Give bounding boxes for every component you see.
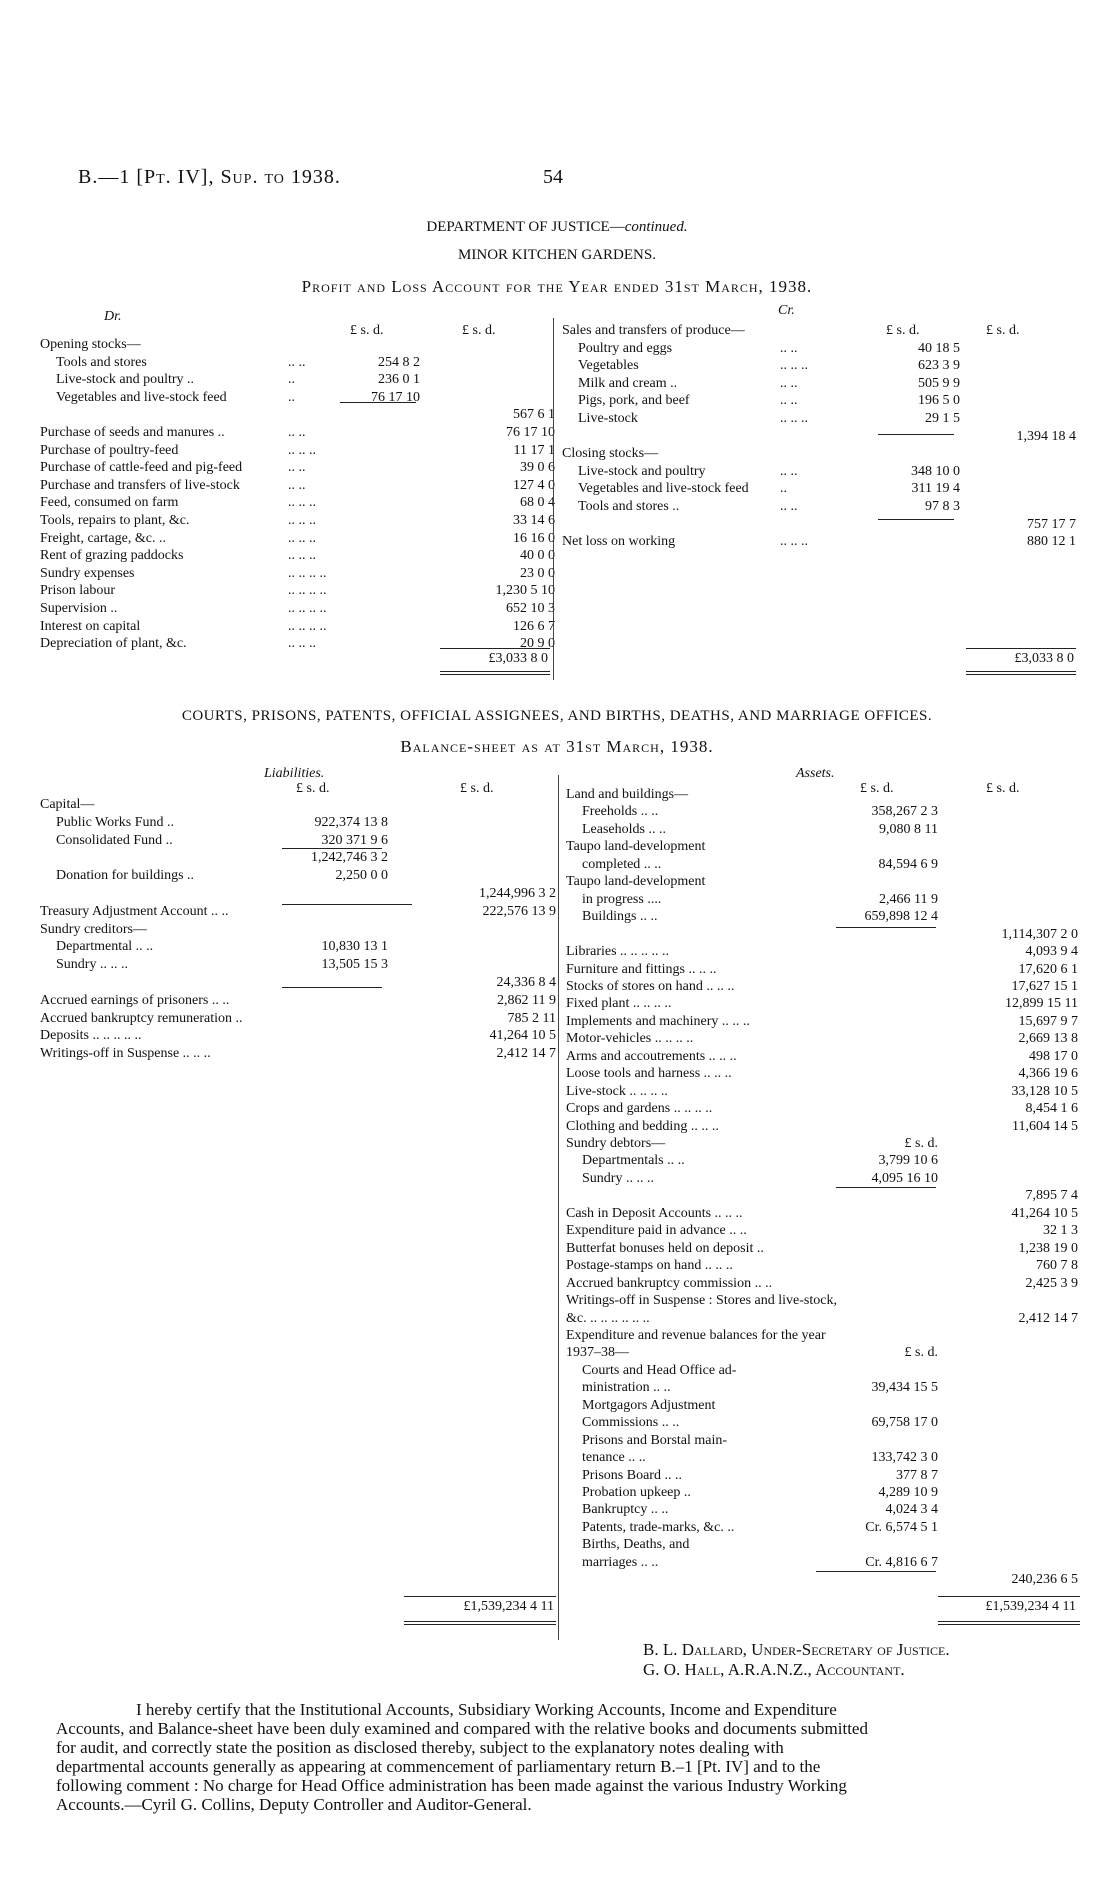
amount-sub: 4,024 3 4 (885, 1502, 938, 1518)
amount-total: 2,412 14 7 (496, 1046, 556, 1062)
certificate-line: I hereby certify that the Institutional Accounts, Subsidiary Working Accounts, Income and Expenditure (136, 1700, 837, 1719)
pl-debit-total: £3,033 8 0 (488, 651, 548, 666)
certificate-line: Accounts, and Balance-sheet have been duly examined and compared with the relative books and documents submitted (56, 1719, 868, 1738)
row-label: Motor-vehicles .. .. .. .. (566, 1031, 694, 1047)
pl-credit-total: £3,033 8 0 (1014, 651, 1074, 666)
amount-sub: 10,830 13 1 (321, 939, 388, 955)
row-label: Probation upkeep .. (582, 1485, 691, 1500)
row-label: Purchase of cattle-feed and pig-feed (40, 460, 243, 476)
leader-dots: .. .. (288, 477, 306, 493)
amount-sub: 254 8 2 (378, 354, 420, 370)
row-label: Mortgagors Adjustment (582, 1397, 716, 1413)
row-label: Commissions .. .. (582, 1415, 680, 1431)
pl-rule (878, 434, 954, 435)
row-label: Tools, repairs to plant, &c. (40, 513, 190, 528)
row-label: Live-stock and poultry (578, 463, 706, 479)
amount-sub: 377 8 7 (896, 1467, 938, 1483)
row-label: Postage-stamps on hand .. .. .. (566, 1258, 733, 1274)
bs-rule (404, 1596, 556, 1597)
amount-total: 76 17 10 (506, 425, 555, 440)
amount-total: 757 17 7 (1027, 516, 1076, 532)
amount-sub: 3,799 10 6 (878, 1153, 938, 1169)
bs-asset-col-head-a: £ s. d. (860, 781, 894, 796)
amount-total: 2,412 14 7 (1018, 1310, 1078, 1326)
row-label: Loose tools and harness .. .. .. (566, 1066, 732, 1082)
page-number: 54 (543, 166, 563, 188)
amount-sub: 29 1 5 (925, 411, 960, 426)
certificate-line: departmental accounts generally as appearing at commencement of parliamentary return B.–1 [Pt. IV] and to the (56, 1757, 821, 1776)
row-label: Accrued bankruptcy remuneration .. (40, 1010, 243, 1026)
amount-sub: 133,742 3 0 (871, 1450, 938, 1466)
row-label: Land and buildings— (566, 787, 689, 802)
amount-sub: Cr. 4,816 6 7 (865, 1554, 938, 1570)
amount-total: 17,620 6 1 (1018, 961, 1078, 977)
leader-dots: .. (780, 481, 787, 497)
amount-sub: 358,267 2 3 (871, 804, 938, 820)
audit-certificate (56, 1700, 1076, 1814)
amount-total: 127 4 0 (513, 477, 555, 493)
credit-label: Cr. (778, 303, 795, 318)
pl-right-col-head-b: £ s. d. (986, 323, 1020, 338)
amount-total: 15,697 9 7 (1018, 1013, 1078, 1029)
row-label: Buildings .. .. (582, 909, 658, 925)
row-label: Purchase of poultry-feed (40, 442, 179, 458)
amount-sub: 659,898 12 4 (864, 909, 938, 925)
amount-total: 2,669 13 8 (1018, 1031, 1078, 1047)
row-label: Vegetables and live-stock feed (56, 389, 227, 405)
row-label: Live-stock .. .. .. .. (566, 1083, 668, 1099)
pl-double-rule (440, 671, 550, 675)
pl-rule (340, 402, 416, 403)
row-label: Cash in Deposit Accounts .. .. .. (566, 1205, 743, 1221)
amount-total: 4,093 9 4 (1025, 944, 1078, 960)
amount-total: 8,454 1 6 (1025, 1101, 1078, 1117)
row-label: Furniture and fittings .. .. .. (566, 961, 717, 977)
bs-divider (558, 775, 559, 1640)
leader-dots: .. .. (288, 425, 306, 440)
amount-sub: 505 9 9 (918, 375, 960, 391)
pl-left-col-head-b: £ s. d. (462, 323, 496, 338)
certificate-line: for audit, and correctly state the position as disclosed thereby, subject to the explanatory notes dealing with (56, 1738, 784, 1757)
row-label: Deposits .. .. .. .. .. (40, 1028, 142, 1044)
row-label: Taupo land-development (566, 839, 706, 855)
amount-total: 41,264 10 5 (489, 1028, 556, 1044)
bs-rule (282, 848, 382, 849)
report-reference: B.—1 [Pt. IV], Sup. to 1938. (78, 166, 341, 188)
amount-total: 126 6 7 (513, 618, 555, 634)
row-label: Prison labour (40, 583, 116, 599)
row-label: Capital— (40, 797, 95, 812)
assets-total: £1,539,234 4 11 (985, 1599, 1076, 1614)
leader-dots: .. .. .. (288, 513, 316, 528)
amount-total: 17,627 15 1 (1011, 978, 1078, 994)
amount-total: 222,576 13 9 (482, 903, 556, 919)
amount-sub: 84,594 6 9 (878, 856, 938, 872)
amount-total: 4,366 19 6 (1018, 1066, 1078, 1082)
signature-under-secretary: B. L. Dallard, Under-Secretary of Justice. (643, 1640, 950, 1659)
amount-total: 41,264 10 5 (1011, 1205, 1078, 1221)
row-label: Libraries .. .. .. .. .. (566, 944, 670, 960)
row-label: Tools and stores (56, 354, 147, 370)
row-label: Sales and transfers of produce— (562, 323, 745, 338)
amount-sub: 196 5 0 (918, 393, 960, 409)
amount-total: 567 6 1 (513, 407, 555, 423)
bs-double-rule (938, 1621, 1080, 1625)
amount-total: 2,425 3 9 (1025, 1275, 1078, 1291)
row-label: Departmentals .. .. (582, 1153, 685, 1169)
row-label: Patents, trade-marks, &c. .. (582, 1519, 735, 1535)
amount-sub: 2,250 0 0 (335, 868, 388, 884)
amount-sub: 2,466 11 9 (879, 891, 938, 907)
row-label: 1937–38— (566, 1345, 629, 1361)
row-label: Leaseholds .. .. (582, 821, 666, 837)
amount-total: 20 9 0 (520, 636, 555, 652)
bs-rule (938, 1596, 1080, 1597)
row-label: Net loss on working (562, 534, 676, 550)
amount-sub: 236 0 1 (378, 372, 420, 388)
assets-heading: Assets. (796, 766, 835, 781)
amount-sub: 9,080 8 11 (879, 821, 938, 837)
leader-dots: .. .. .. (288, 636, 316, 652)
amount-sub: 69,758 17 0 (871, 1415, 938, 1431)
row-label: Live-stock (578, 411, 638, 426)
certificate-line: Accounts.—Cyril G. Collins, Deputy Controller and Auditor-General. (56, 1795, 532, 1814)
row-label: Milk and cream .. (578, 375, 678, 391)
row-label: Writings-off in Suspense .. .. .. (40, 1046, 211, 1062)
bs-liab-col-head-a: £ s. d. (296, 781, 330, 796)
row-label: Sundry expenses (40, 565, 135, 581)
row-label: ministration .. .. (582, 1380, 671, 1396)
amount-sub: £ s. d. (904, 1345, 938, 1361)
amount-total: 11 17 1 (513, 442, 555, 458)
bs-rule (836, 927, 936, 928)
row-label: Courts and Head Office ad- (582, 1362, 737, 1378)
pl-rule (966, 648, 1076, 649)
leader-dots: .. .. (780, 463, 798, 479)
department-title (0, 219, 1114, 236)
row-label: Purchase and transfers of live-stock (40, 477, 240, 493)
leader-dots: .. .. .. (288, 495, 316, 511)
amount-sub: 922,374 13 8 (314, 814, 388, 830)
row-label: Purchase of seeds and manures .. (40, 425, 225, 440)
amount-total: 760 7 8 (1036, 1258, 1078, 1274)
bs-rule (282, 904, 412, 905)
leader-dots: .. (288, 389, 295, 405)
leader-dots: .. .. .. .. (288, 601, 327, 616)
leader-dots: .. .. (780, 393, 798, 409)
row-label: Stocks of stores on hand .. .. .. (566, 978, 735, 994)
row-label: Expenditure and revenue balances for the year (566, 1327, 826, 1343)
amount-sub: 39,434 15 5 (871, 1380, 938, 1396)
pl-rule (440, 648, 550, 649)
row-label: Prisons and Borstal main- (582, 1432, 728, 1448)
bs-rule (816, 1571, 936, 1572)
amount-total: 880 12 1 (1027, 534, 1076, 550)
row-label: marriages .. .. (582, 1554, 659, 1570)
amount-sub: 76 17 10 (371, 389, 420, 405)
row-label: Live-stock and poultry .. (56, 372, 195, 388)
bs-liab-col-head-b: £ s. d. (460, 781, 494, 796)
amount-total: 39 0 6 (520, 460, 555, 476)
row-label: Clothing and bedding .. .. .. (566, 1118, 719, 1134)
amount-total: 23 0 0 (520, 565, 555, 581)
amount-total: 24,336 8 4 (496, 975, 556, 990)
leader-dots: .. .. .. (780, 358, 808, 374)
liabilities-total: £1,539,234 4 11 (463, 1599, 554, 1614)
amount-total: 12,899 15 11 (1005, 996, 1078, 1012)
leader-dots: .. .. .. (780, 534, 808, 550)
row-label: Rent of grazing paddocks (40, 548, 184, 564)
amount-total: 32 1 3 (1043, 1223, 1078, 1239)
amount-sub: £ s. d. (904, 1136, 938, 1151)
pl-left-col-head-a: £ s. d. (350, 323, 384, 338)
amount-total: 1,230 5 10 (495, 583, 555, 599)
leader-dots: .. .. .. (288, 530, 316, 546)
department-continued: continued. (624, 219, 688, 235)
profit-loss-title: Profit and Loss Account for the Year ended 31st March, 1938. (301, 277, 813, 296)
signature-accountant: G. O. Hall, A.R.A.N.Z., Accountant. (643, 1660, 905, 1679)
row-label: Accrued earnings of prisoners .. .. (40, 992, 230, 1008)
row-label: Depreciation of plant, &c. (40, 636, 187, 652)
row-label: Treasury Adjustment Account .. .. (40, 903, 229, 919)
row-label: tenance .. .. (582, 1450, 646, 1466)
section-title-kitchen-gardens: MINOR KITCHEN GARDENS. (458, 247, 656, 263)
amount-total: 652 10 3 (506, 601, 555, 616)
row-label: Bankruptcy .. .. (582, 1502, 669, 1518)
pl-double-rule (966, 671, 1076, 675)
row-label: Prisons Board .. .. (582, 1467, 682, 1483)
amount-total: 68 0 4 (520, 495, 555, 511)
pl-rule (878, 519, 954, 520)
row-label: Pigs, pork, and beef (578, 393, 690, 409)
row-label: Sundry creditors— (40, 921, 147, 937)
leader-dots: .. .. (780, 340, 798, 356)
amount-total: 16 16 0 (513, 530, 555, 546)
row-label: Freight, cartage, &c. .. (40, 530, 166, 546)
pl-divider (553, 318, 554, 680)
amount-sub: 348 10 0 (911, 463, 960, 479)
bs-rule (282, 987, 382, 988)
row-label: Taupo land-development (566, 874, 706, 890)
amount-total: 1,238 19 0 (1018, 1240, 1078, 1256)
row-label: Consolidated Fund .. (56, 832, 173, 848)
row-label: Crops and gardens .. .. .. .. (566, 1101, 713, 1117)
leader-dots: .. .. (780, 375, 798, 391)
leader-dots: .. (288, 372, 295, 388)
leader-dots: .. .. (288, 354, 306, 370)
balance-sheet-title: Balance-sheet as at 31st March, 1938. (400, 737, 714, 756)
row-label: Sundry .. .. .. (582, 1170, 654, 1186)
amount-total: 498 17 0 (1029, 1048, 1078, 1064)
row-label: Opening stocks— (40, 337, 141, 352)
leader-dots: .. .. .. .. (288, 565, 327, 581)
leader-dots: .. .. (288, 460, 306, 476)
row-label: Interest on capital (40, 618, 141, 634)
row-label: Accrued bankruptcy commission .. .. (566, 1275, 773, 1291)
amount-total: 40 0 0 (520, 548, 555, 564)
amount-total: 785 2 11 (507, 1010, 556, 1026)
row-label: Sundry debtors— (566, 1136, 666, 1151)
row-label: Butterfat bonuses held on deposit .. (566, 1240, 764, 1256)
row-label: Departmental .. .. (56, 939, 154, 955)
debit-label: Dr. (104, 309, 122, 324)
amount-total: 240,236 6 5 (1011, 1572, 1078, 1588)
amount-total: 1,114,307 2 0 (1001, 926, 1078, 942)
row-label: &c. .. .. .. .. .. .. (566, 1310, 650, 1326)
row-label: Public Works Fund .. (56, 814, 175, 830)
row-label: Tools and stores .. (578, 499, 680, 514)
row-label: Vegetables and live-stock feed (578, 481, 749, 497)
row-label: Writings-off in Suspense : Stores and live-stock, (566, 1293, 837, 1309)
amount-total: 1,244,996 3 2 (479, 886, 556, 901)
bs-rule (836, 1187, 936, 1188)
amount-sub: Cr. 6,574 5 1 (865, 1519, 938, 1535)
row-label: completed .. .. (582, 856, 662, 872)
leader-dots: .. .. .. .. (288, 583, 327, 599)
row-label: Arms and accoutrements .. .. .. (566, 1048, 737, 1064)
row-label: Fixed plant .. .. .. .. (566, 996, 672, 1012)
amount-total: 33 14 6 (513, 513, 555, 528)
pl-right-col-head-a: £ s. d. (886, 323, 920, 338)
department-name: DEPARTMENT OF JUSTICE— (426, 219, 625, 235)
amount-sub: 1,242,746 3 2 (311, 850, 388, 866)
row-label: Donation for buildings .. (56, 868, 195, 884)
liabilities-heading: Liabilities. (264, 766, 325, 781)
amount-total: 2,862 11 9 (497, 992, 556, 1008)
amount-sub: 320 371 9 6 (321, 832, 388, 848)
row-label: Closing stocks— (562, 446, 659, 462)
amount-total: 33,128 10 5 (1011, 1083, 1078, 1099)
amount-sub: 623 3 9 (918, 358, 960, 374)
amount-total: 11,604 14 5 (1012, 1118, 1078, 1134)
amount-sub: 40 18 5 (918, 340, 960, 356)
row-label: Expenditure paid in advance .. .. (566, 1223, 747, 1239)
row-label: Poultry and eggs (578, 340, 673, 356)
row-label: Implements and machinery .. .. .. (566, 1013, 750, 1029)
row-label: Vegetables (578, 358, 639, 374)
bs-asset-col-head-b: £ s. d. (986, 781, 1020, 796)
amount-sub: 97 8 3 (925, 499, 960, 514)
amount-sub: 13,505 15 3 (321, 957, 388, 973)
amount-total: 1,394 18 4 (1016, 428, 1076, 444)
row-label: Births, Deaths, and (582, 1537, 690, 1553)
amount-sub: 4,095 16 10 (871, 1170, 938, 1186)
row-label: Supervision .. (40, 601, 118, 616)
leader-dots: .. .. .. (288, 442, 316, 458)
leader-dots: .. .. .. (288, 548, 316, 564)
leader-dots: .. .. .. .. (288, 618, 327, 634)
bs-double-rule (404, 1621, 556, 1625)
leader-dots: .. .. .. (780, 411, 808, 426)
balance-sheet-heading: COURTS, PRISONS, PATENTS, OFFICIAL ASSIGNEES, AND BIRTHS, DEATHS, AND MARRIAGE OFFICES. (181, 708, 933, 724)
row-label: Freeholds .. .. (582, 804, 659, 820)
certificate-line: following comment : No charge for Head Office administration has been made against the various Industry Working (56, 1776, 847, 1795)
amount-total: 7,895 7 4 (1025, 1188, 1078, 1204)
row-label: Sundry .. .. .. (56, 957, 128, 973)
amount-sub: 4,289 10 9 (878, 1485, 938, 1500)
row-label: in progress .... (582, 891, 662, 907)
leader-dots: .. .. (780, 499, 798, 514)
amount-sub: 311 19 4 (911, 481, 960, 497)
row-label: Feed, consumed on farm (40, 495, 179, 511)
